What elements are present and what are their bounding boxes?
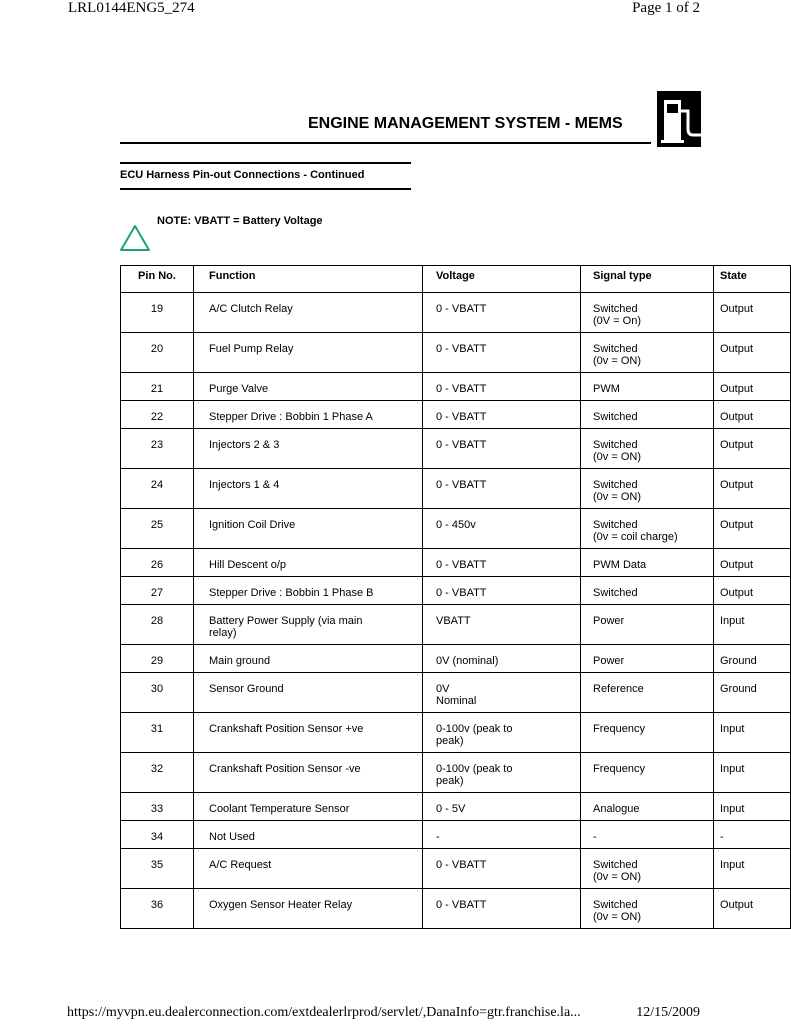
function-text: Coolant Temperature Sensor [209, 803, 350, 815]
signal-text: Frequency [593, 723, 645, 735]
state-cell: Ground [714, 645, 791, 673]
function-cell [194, 577, 423, 605]
state-cell: Input [714, 605, 791, 645]
voltage-cell [423, 753, 581, 793]
pin-cell: 19 [121, 293, 194, 333]
state-cell: Input [714, 849, 791, 889]
function-cell [194, 849, 423, 889]
pin-cell: 35 [121, 849, 194, 889]
function-text: Stepper Drive : Bobbin 1 Phase B [209, 587, 374, 599]
function-cell [194, 605, 423, 645]
table-row [121, 509, 791, 549]
signal-cell [581, 429, 714, 469]
function-cell [194, 673, 423, 713]
column-header-signal-type: Signal type [581, 266, 714, 293]
section-divider-bottom [120, 188, 411, 190]
pin-cell: 20 [121, 333, 194, 373]
page-title: ENGINE MANAGEMENT SYSTEM - MEMS [308, 115, 623, 132]
table-header-row [121, 266, 791, 293]
state-cell: Input [714, 793, 791, 821]
column-header-state: State [714, 266, 791, 293]
voltage-text: 0V [436, 683, 450, 695]
pin-cell: 24 [121, 469, 194, 509]
signal-text: (0v = ON) [593, 491, 641, 503]
voltage-text: peak) [436, 735, 464, 747]
function-text: relay) [209, 627, 237, 639]
voltage-text: 0 - 450v [436, 519, 476, 531]
voltage-cell [423, 793, 581, 821]
title-divider [120, 142, 651, 144]
signal-cell [581, 293, 714, 333]
signal-text: Switched [593, 587, 638, 599]
pin-cell: 27 [121, 577, 194, 605]
pin-cell: 34 [121, 821, 194, 849]
voltage-cell [423, 577, 581, 605]
table-row [121, 889, 791, 929]
function-text: Main ground [209, 655, 271, 667]
function-cell [194, 889, 423, 929]
signal-cell [581, 401, 714, 429]
state-cell: - [714, 821, 791, 849]
function-cell [194, 373, 423, 401]
table-row [121, 577, 791, 605]
column-header-pin: Pin No. [121, 266, 194, 293]
function-text: Injectors 1 & 4 [209, 479, 280, 491]
function-text: Oxygen Sensor Heater Relay [209, 899, 353, 911]
pinout-table [120, 265, 791, 929]
table-row [121, 373, 791, 401]
voltage-text: 0 - VBATT [436, 383, 487, 395]
function-cell [194, 821, 423, 849]
fuel-pump-icon [657, 91, 701, 147]
signal-text: (0v = ON) [593, 355, 641, 367]
table-row [121, 333, 791, 373]
table-row [121, 821, 791, 849]
function-text: Sensor Ground [209, 683, 284, 695]
state-cell: Input [714, 753, 791, 793]
signal-text: Switched [593, 439, 638, 451]
signal-cell [581, 605, 714, 645]
signal-text: Switched [593, 411, 638, 423]
voltage-text: - [436, 831, 440, 843]
page-indicator: Page 1 of 2 [632, 0, 700, 16]
function-cell [194, 333, 423, 373]
signal-cell [581, 753, 714, 793]
signal-text: Switched [593, 519, 638, 531]
voltage-cell [423, 849, 581, 889]
section-title: ECU Harness Pin-out Connections - Continued [120, 169, 365, 181]
table-row [121, 549, 791, 577]
function-text: Crankshaft Position Sensor +ve [209, 723, 364, 735]
pin-cell: 32 [121, 753, 194, 793]
pin-cell: 28 [121, 605, 194, 645]
voltage-text: 0 - VBATT [436, 303, 487, 315]
function-cell [194, 509, 423, 549]
signal-cell [581, 469, 714, 509]
function-text: Injectors 2 & 3 [209, 439, 280, 451]
function-cell [194, 713, 423, 753]
signal-cell [581, 849, 714, 889]
signal-text: Reference [593, 683, 644, 695]
voltage-text: 0 - VBATT [436, 411, 487, 423]
table-row [121, 645, 791, 673]
voltage-text: 0-100v (peak to [436, 763, 513, 775]
function-cell [194, 401, 423, 429]
signal-text: (0v = coil charge) [593, 531, 678, 543]
voltage-cell [423, 293, 581, 333]
signal-text: Analogue [593, 803, 640, 815]
signal-cell [581, 549, 714, 577]
signal-cell [581, 509, 714, 549]
voltage-cell [423, 645, 581, 673]
column-header-voltage: Voltage [423, 266, 581, 293]
function-text: Ignition Coil Drive [209, 519, 296, 531]
voltage-cell [423, 469, 581, 509]
state-cell: Output [714, 549, 791, 577]
signal-text: - [593, 831, 597, 843]
pinout-table-container [120, 265, 757, 923]
function-text: Purge Valve [209, 383, 269, 395]
voltage-text: 0 - VBATT [436, 587, 487, 599]
document-id: LRL0144ENG5_274 [68, 0, 195, 16]
footer-url: https://myvpn.eu.dealerconnection.com/extdealerlrprod/servlet/,DanaInfo=gtr.franchise.la... [67, 1005, 581, 1020]
signal-text: (0V = On) [593, 315, 641, 327]
signal-text: Power [593, 655, 625, 667]
function-cell [194, 469, 423, 509]
function-cell [194, 645, 423, 673]
table-row [121, 605, 791, 645]
voltage-text: 0 - VBATT [436, 559, 487, 571]
pin-cell: 22 [121, 401, 194, 429]
voltage-cell [423, 549, 581, 577]
table-row [121, 401, 791, 429]
signal-text: Frequency [593, 763, 645, 775]
voltage-text: VBATT [436, 615, 471, 627]
signal-text: Switched [593, 859, 638, 871]
state-cell: Output [714, 577, 791, 605]
voltage-text: 0 - VBATT [436, 899, 487, 911]
state-cell: Output [714, 293, 791, 333]
voltage-cell [423, 713, 581, 753]
pin-cell: 23 [121, 429, 194, 469]
table-row [121, 713, 791, 753]
signal-text: Switched [593, 343, 638, 355]
function-cell [194, 429, 423, 469]
footer-date: 12/15/2009 [636, 1005, 700, 1020]
signal-text: (0v = ON) [593, 911, 641, 923]
voltage-text: 0V (nominal) [436, 655, 499, 667]
voltage-cell [423, 429, 581, 469]
voltage-cell [423, 509, 581, 549]
table-row [121, 673, 791, 713]
voltage-cell [423, 821, 581, 849]
table-row [121, 793, 791, 821]
voltage-text: 0 - 5V [436, 803, 466, 815]
function-text: Hill Descent o/p [209, 559, 287, 571]
voltage-text: 0-100v (peak to [436, 723, 513, 735]
warning-triangle-icon [119, 224, 151, 252]
table-row [121, 753, 791, 793]
state-cell: Output [714, 333, 791, 373]
function-cell [194, 549, 423, 577]
voltage-cell [423, 889, 581, 929]
function-cell [194, 793, 423, 821]
signal-text: Switched [593, 479, 638, 491]
state-cell: Output [714, 889, 791, 929]
signal-cell [581, 793, 714, 821]
function-text: Not Used [209, 831, 255, 843]
signal-cell [581, 373, 714, 401]
pin-cell: 36 [121, 889, 194, 929]
function-cell [194, 293, 423, 333]
signal-text: (0v = ON) [593, 871, 641, 883]
signal-cell [581, 645, 714, 673]
state-cell: Output [714, 509, 791, 549]
function-cell [194, 753, 423, 793]
state-cell: Input [714, 713, 791, 753]
voltage-text: 0 - VBATT [436, 859, 487, 871]
signal-text: (0v = ON) [593, 451, 641, 463]
signal-cell [581, 889, 714, 929]
function-text: Fuel Pump Relay [209, 343, 294, 355]
function-text: A/C Clutch Relay [209, 303, 293, 315]
signal-cell [581, 713, 714, 753]
signal-text: Power [593, 615, 625, 627]
voltage-text: 0 - VBATT [436, 479, 487, 491]
function-text: Battery Power Supply (via main [209, 615, 363, 627]
state-cell: Output [714, 401, 791, 429]
signal-text: Switched [593, 303, 638, 315]
table-row [121, 293, 791, 333]
function-text: Stepper Drive : Bobbin 1 Phase A [209, 411, 373, 423]
state-cell: Ground [714, 673, 791, 713]
signal-text: PWM Data [593, 559, 647, 571]
signal-text: PWM [593, 383, 620, 395]
voltage-text: peak) [436, 775, 464, 787]
pin-cell: 33 [121, 793, 194, 821]
section-divider-top [120, 162, 411, 164]
table-row [121, 849, 791, 889]
pin-cell: 25 [121, 509, 194, 549]
table-row [121, 429, 791, 469]
signal-cell [581, 333, 714, 373]
column-header-function: Function [194, 266, 423, 293]
pin-cell: 31 [121, 713, 194, 753]
state-cell: Output [714, 469, 791, 509]
pin-cell: 30 [121, 673, 194, 713]
signal-cell [581, 577, 714, 605]
pin-cell: 26 [121, 549, 194, 577]
note-text: NOTE: VBATT = Battery Voltage [157, 215, 323, 227]
voltage-text: 0 - VBATT [436, 343, 487, 355]
signal-cell [581, 673, 714, 713]
voltage-text: 0 - VBATT [436, 439, 487, 451]
signal-text: Switched [593, 899, 638, 911]
state-cell: Output [714, 429, 791, 469]
pin-cell: 29 [121, 645, 194, 673]
function-text: A/C Request [209, 859, 272, 871]
function-text: Crankshaft Position Sensor -ve [209, 763, 361, 775]
voltage-cell [423, 373, 581, 401]
voltage-cell [423, 605, 581, 645]
signal-cell [581, 821, 714, 849]
voltage-cell [423, 673, 581, 713]
voltage-text: Nominal [436, 695, 477, 707]
table-row [121, 469, 791, 509]
voltage-cell [423, 401, 581, 429]
voltage-cell [423, 333, 581, 373]
pin-cell: 21 [121, 373, 194, 401]
state-cell: Output [714, 373, 791, 401]
